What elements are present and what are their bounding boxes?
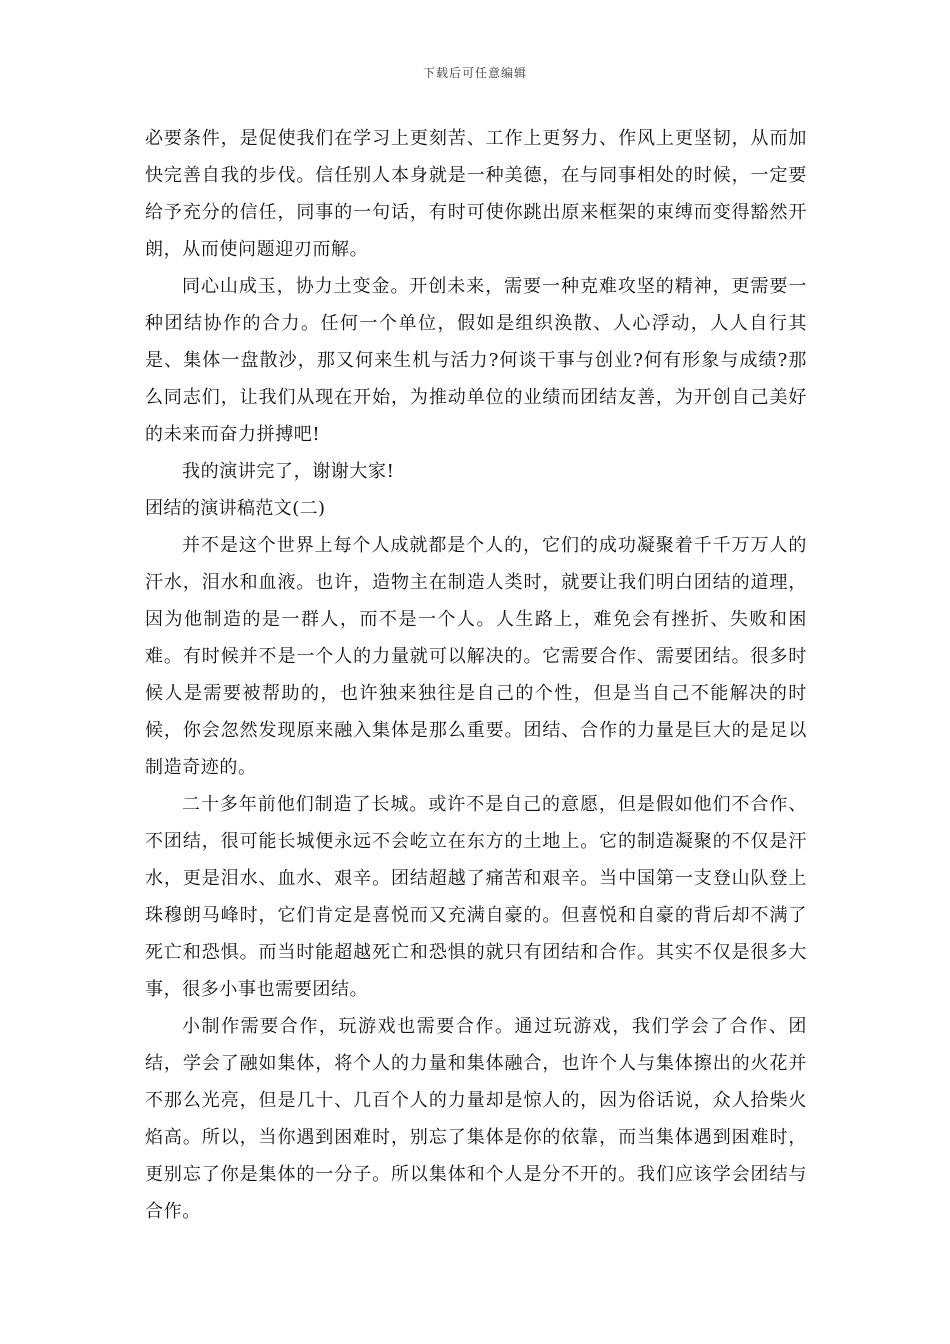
paragraph-closing: 我的演讲完了，谢谢大家! [182, 461, 395, 482]
document-body [145, 120, 807, 1230]
page-header: 下载后可任意编辑 [422, 66, 527, 80]
paragraph: 并不是这个世界上每个人成就都是个人的，它们的成功凝聚着千千万万人的汗水，泪水和血液。也许，造物主在制造人类时，就要让我们明白团结的道理，因为他制造的是一群人，而不是一个人。人生路上，难免会有挫折、失败和困难。有时候并不是一个人的力量就可以解决的。它需要合作、需要团结。很多时候人是需要被帮助的，也许独来独往是自己的个性，但是当自己不能解决的时候，你会忽然发现原来融入集体是那么重要。团结、合作的力量是巨大的是足以制造奇迹的。 [145, 535, 807, 778]
paragraph: 二十多年前他们制造了长城。或许不是自己的意愿，但是假如他们不合作、不团结，很可能长城便永远不会屹立在东方的土地上。它的制造凝聚的不仅是汗水，更是泪水、血水、艰辛。团结超越了痛苦和艰辛。当中国第一支登山队登上珠穆朗马峰时，它们肯定是喜悦而又充满自豪的。但喜悦和自豪的背后却不满了死亡和恐惧。而当时能超越死亡和恐惧的就只有团结和合作。其实不仅是很多大事，很多小事也需要团结。 [145, 794, 807, 1000]
paragraph: 小制作需要合作，玩游戏也需要合作。通过玩游戏，我们学会了合作、团结，学会了融如集体，将个人的力量和集体融合，也许个人与集体擦出的火花并不那么光亮，但是几十、几百个人的力量却是惊人的，因为俗话说，众人拾柴火焰高。所以，当你遇到困难时，别忘了集体是你的依靠，而当集体遇到困难时，更别忘了你是集体的一分子。所以集体和个人是分不开的。我们应该学会团结与合作。 [145, 1016, 807, 1222]
section-heading: 团结的演讲稿范文(二) [145, 498, 326, 519]
paragraph-continuation: 必要条件，是促使我们在学习上更刻苦、工作上更努力、作风上更坚韧，从而加快完善自我的步伐。信任别人本身就是一种美德，在与同事相处的时候，一定要给予充分的信任，同事的一句话，有时可使你跳出原来框架的束缚而变得豁然开朗，从而使问题迎刃而解。 [145, 128, 807, 260]
paragraph: 同心山成玉，协力土变金。开创未来，需要一种克难攻坚的精神，更需要一种团结协作的合力。任何一个单位，假如是组织涣散、人心浮动，人人自行其是、集体一盘散沙，那又何来生机与活力?何谈干事与创业?何有形象与成绩?那么同志们，让我们从现在开始，为推动单位的业绩而团结友善，为开创自己美好的未来而奋力拼搏吧! [145, 276, 807, 445]
